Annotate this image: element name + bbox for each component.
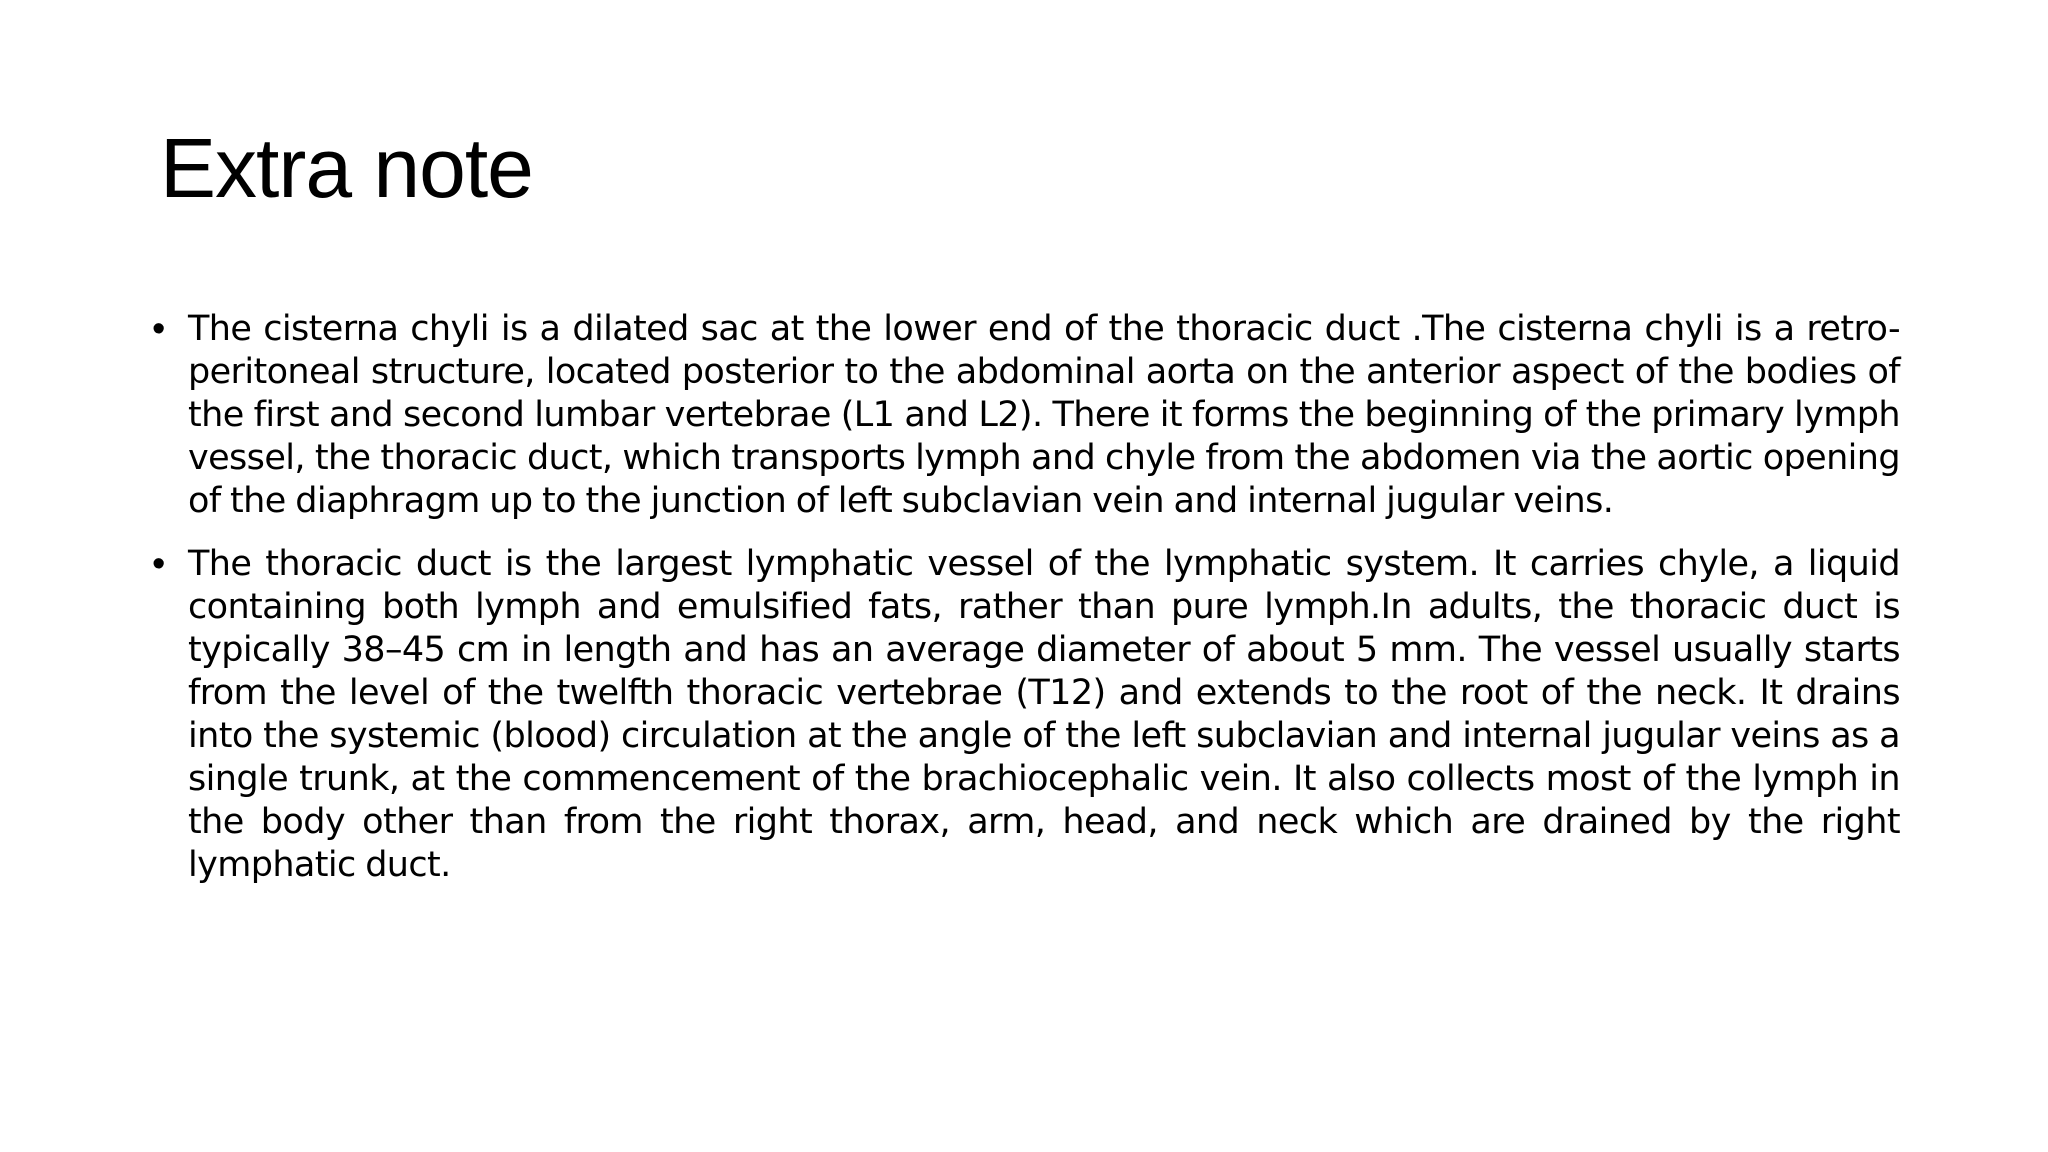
bullet-text: The cisterna chyli is a dilated sac at the lower end of the thoracic duct .The cisterna chyli is a retro-peritoneal structure, located posterior to the abdominal aorta on the anterior aspect of the bodies of the first and second lumbar vertebrae (L1 and L2). There it forms the beginning of the primary lymph vessel, the thoracic duct, which transports lymph and chyle from the abdomen via the aortic opening of the diaphragm up to the junction of left subclavian vein and internal jugular veins.	[188, 309, 1900, 521]
bullet-marker: •	[152, 308, 166, 350]
bullet-text: The thoracic duct is the largest lymphatic vessel of the lymphatic system. It carries chyle, a liquid containing both lymph and emulsified fats, rather than pure lymph.In adults, the thoracic duct is typically 38–45 cm in length and has an average diameter of about 5 mm. The vessel usually starts from the level of the twelfth thoracic vertebrae (T12) and extends to the root of the neck. It drains into the systemic (blood) circulation at the angle of the left subclavian and internal jugular veins as a single trunk, at the commencement of the brachiocephalic vein. It also collects most of the lymph in the body other than from the right thorax, arm, head, and neck which are drained by the right lymphatic duct.	[188, 544, 1900, 885]
bullet-item-thoracic-duct	[150, 543, 1900, 887]
bullet-marker: •	[152, 543, 166, 585]
slide-title: Extra note	[160, 121, 533, 215]
bullet-list	[150, 308, 1900, 907]
bullet-item-cisterna-chyli	[150, 308, 1900, 523]
